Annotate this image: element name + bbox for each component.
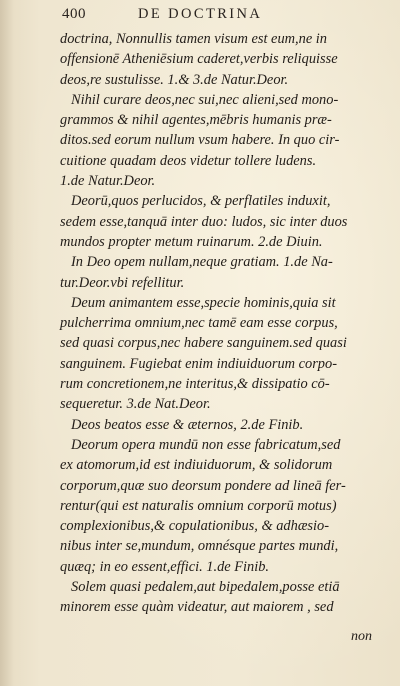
text-line: deos,re sustulisse. 1.& 3.de Natur.Deor. [60,71,289,88]
text-line: Deorū,quos perlucidos, & perflatiles induxit, [71,193,331,210]
text-line: rentur(qui est naturalis omnium corporū motus) [60,497,337,514]
text-line: sed quasi corpus,nec habere sanguinem.sed quasi [60,335,347,352]
text-line: pulcherrima omnium,nec tamē eam esse corpus, [60,315,338,332]
text-line: sanguinem. Fugiebat enim indiuiduorum corpo- [60,355,337,372]
text-line: doctrina, Nonnullis tamen visum est eum,ne in [60,31,327,47]
text-line: nibus inter se,mundum, omnésque partes mundi, [60,538,339,555]
text-line: sequeretur. 3.de Nat.Deor. [60,396,211,413]
text-line: mundos propter metum ruinarum. 2.de Diuin. [60,233,323,250]
text-line: Deos beatos esse & æternos, 2.de Finib. [71,416,304,433]
text-line: Deorum opera mundū non esse fabricatum,sed [71,436,341,453]
catchword: non [351,629,372,644]
gutter-shadow [0,0,14,686]
text-line: minorem esse quàm videatur, aut maiorem , sed [60,599,334,616]
text-line: Nihil curare deos,nec sui,nec alieni,sed mono- [71,91,339,108]
text-line: Solem quasi pedalem,aut bipedalem,posse etiā [71,579,340,596]
body-text [60,29,380,618]
text-line: In Deo opem nullam,neque gratiam. 1.de Na- [71,254,333,271]
page-number: 400 [62,6,86,22]
text-line: Deum animantem esse,specie hominis,quia sit [71,294,336,311]
text-line: grammos & nihil agentes,mēbris humanis præ- [60,112,332,129]
text-line: offensionē Atheniēsium caderet,verbis reliquisse [60,51,338,68]
text-line: sedem esse,tanquā inter duo: ludos, sic inter duos [60,213,348,230]
text-line: cuitione quadam deos videtur tollere ludens. [60,152,317,169]
text-line: corporum,quæ suo deorsum pondere ad lineā fer- [60,477,346,494]
running-head [62,6,370,28]
text-line: 1.de Natur.Deor. [60,173,156,190]
running-title: DE DOCTRINA [138,6,263,22]
text-line: rum concretionem,ne interitus,& dissipatio cō- [60,376,330,393]
text-line: quæq; in eo essent,effici. 1.de Finib. [60,558,270,575]
text-line: complexionibus,& copulationibus, & adhæsio- [60,518,330,535]
text-line: ex atomorum,id est indiuiduorum, & solidorum [60,457,333,474]
text-line: ditos.sed eorum nullum vsum habere. In quo cir- [60,132,340,149]
text-line: tur.Deor.vbi refellitur. [60,274,185,291]
